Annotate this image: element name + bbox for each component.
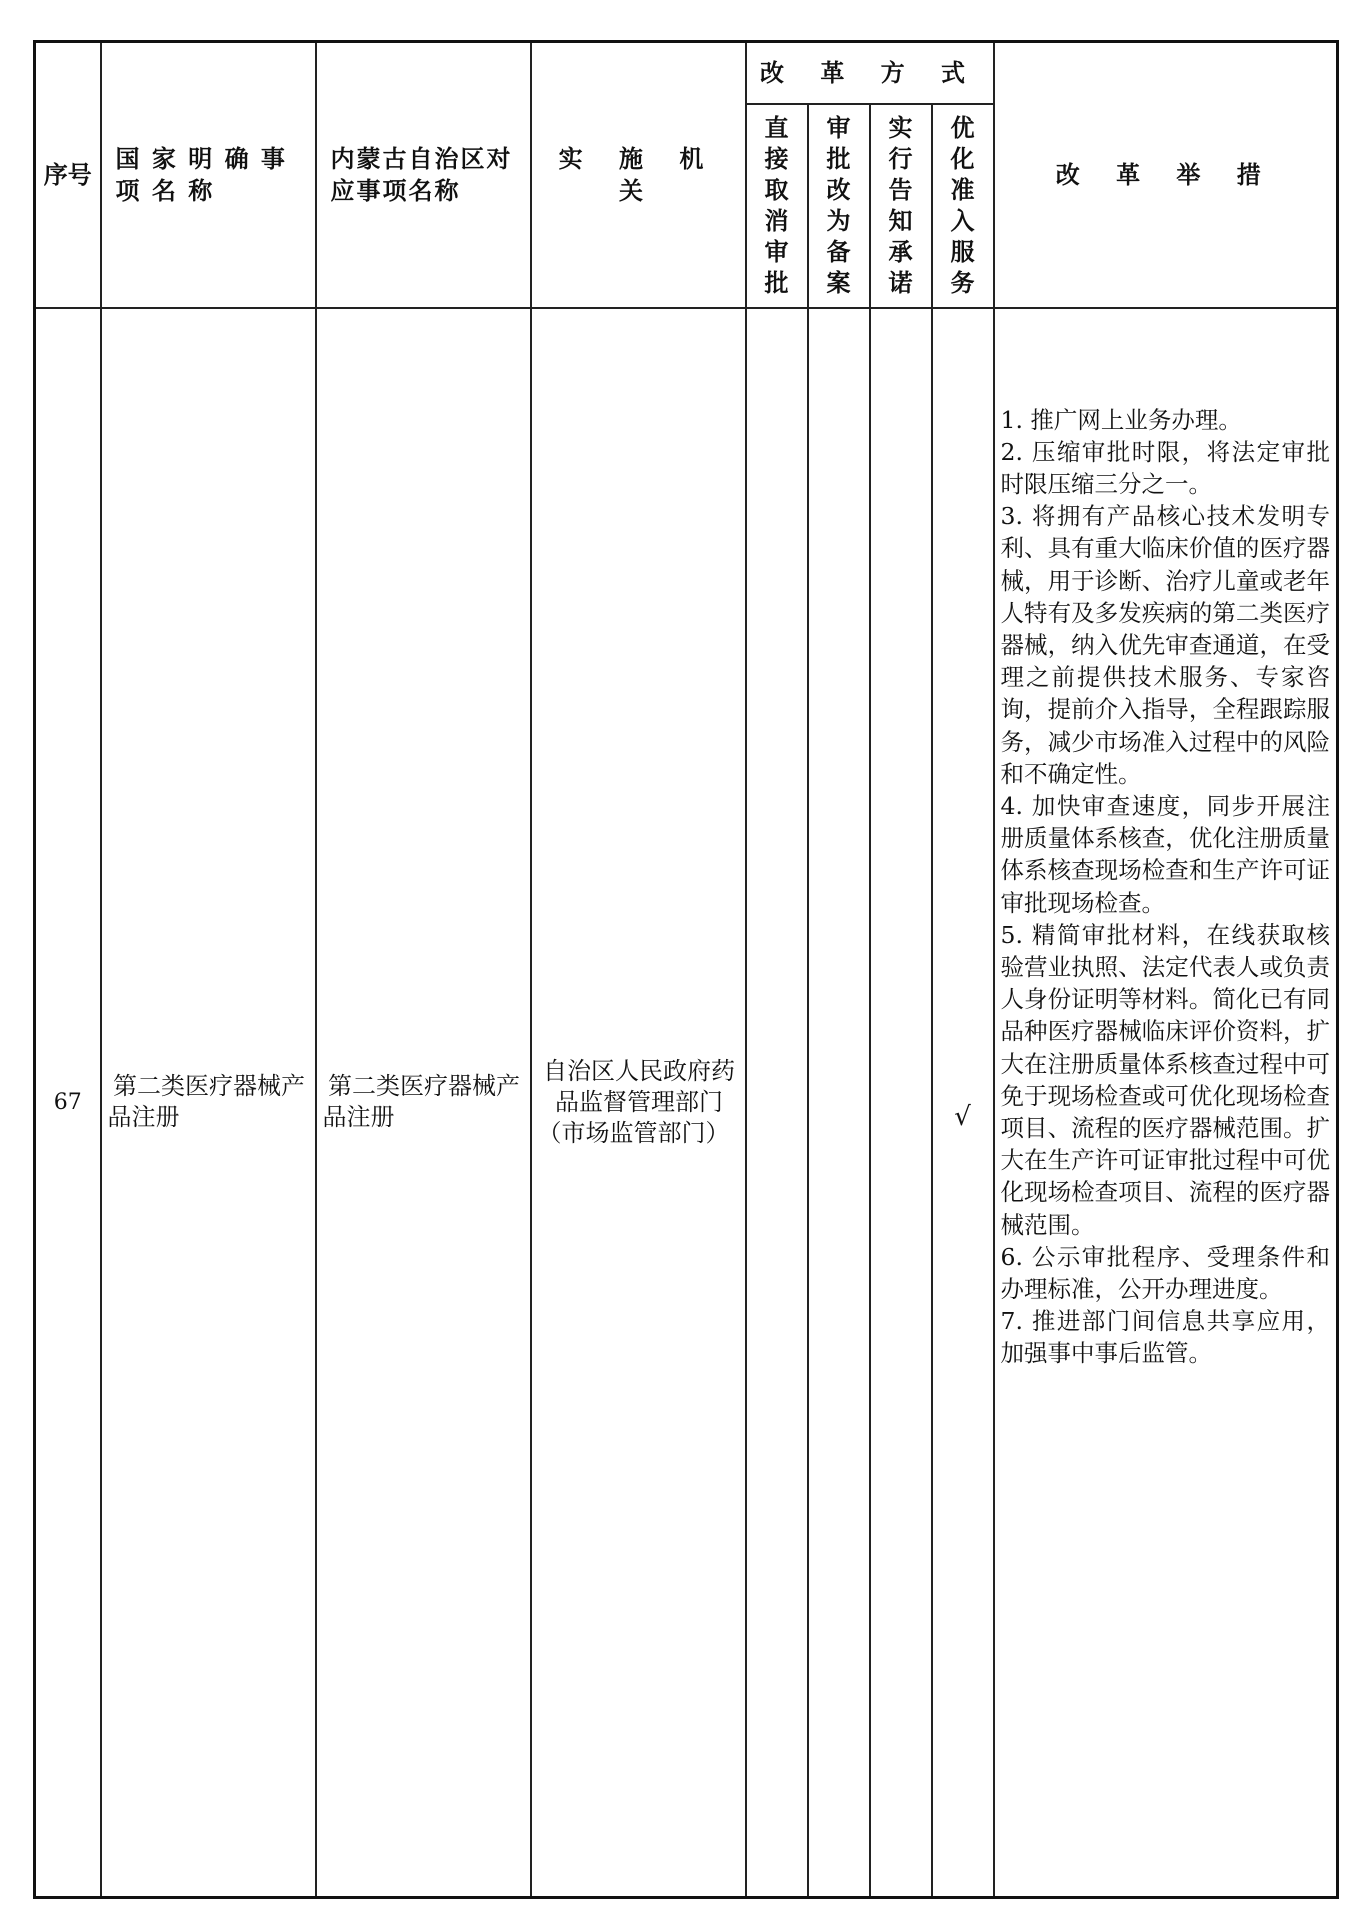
measure-item-2: 2. 压缩审批时限，将法定审批时限压缩三分之一。	[1000, 437, 1331, 498]
header-authority: 实 施 机 关	[531, 42, 746, 308]
header-seq: 序号	[35, 42, 101, 308]
header-mode-cancel: 直接取消审批	[746, 104, 808, 308]
measure-item-1: 1. 推广网上业务办理。	[1000, 405, 1242, 434]
header-local-item: 内蒙古自治区对应事项名称	[316, 42, 531, 308]
row-seq: 67	[35, 308, 101, 1898]
header-mode-filing: 审批改为备案	[808, 104, 870, 308]
measure-item-3: 3. 将拥有产品核心技术发明专利、具有重大临床价值的医疗器械，用于诊断、治疗儿童或老年人特有及多发疾病的第二类医疗器械，纳入优先审查通道，在受理之前提供技术服务、专家咨询，提前介入指导，全程跟踪服务，减少市场准入过程中的风险和不确定性。	[1000, 502, 1331, 788]
row-authority: 自治区人民政府药品监督管理部门（市场监管部门）	[531, 308, 746, 1898]
header-mode-notify: 实行告知承诺	[870, 104, 932, 308]
row-measures	[994, 308, 1338, 1898]
row-mode-notify	[870, 308, 932, 1898]
reform-table-sheet	[33, 40, 1336, 1899]
row-national-item: 第二类医疗器械产品注册	[101, 308, 316, 1898]
header-reform-mode: 改 革 方 式	[746, 42, 994, 104]
reform-table	[33, 40, 1339, 1899]
table-row	[35, 308, 1338, 1898]
row-mode-filing	[808, 308, 870, 1898]
row-local-item: 第二类医疗器械产品注册	[316, 308, 531, 1898]
header-national-item: 国 家 明 确 事 项 名 称	[101, 42, 316, 308]
row-mode-cancel	[746, 308, 808, 1898]
measure-item-6: 6. 公示审批程序、受理条件和办理标准，公开办理进度。	[1000, 1242, 1331, 1303]
measure-item-7: 7. 推进部门间信息共享应用，加强事中事后监管。	[1000, 1307, 1331, 1368]
measure-item-4: 4. 加快审查速度，同步开展注册质量体系核查，优化注册质量体系核查现场检查和生产许可证审批现场检查。	[1000, 791, 1331, 917]
header-measures: 改 革 举 措	[994, 42, 1338, 308]
header-mode-optimize: 优化准入服务	[932, 104, 994, 308]
row-mode-optimize-check: √	[932, 308, 994, 1898]
measure-item-5: 5. 精简审批材料，在线获取核验营业执照、法定代表人或负责人身份证明等材料。简化已有同品种医疗器械临床评价资料，扩大在注册质量体系核查过程中可免于现场检查或可优化现场检查项目、流程的医疗器械范围。扩大在生产许可证审批过程中可优化现场检查项目、流程的医疗器械范围。	[1000, 920, 1331, 1239]
